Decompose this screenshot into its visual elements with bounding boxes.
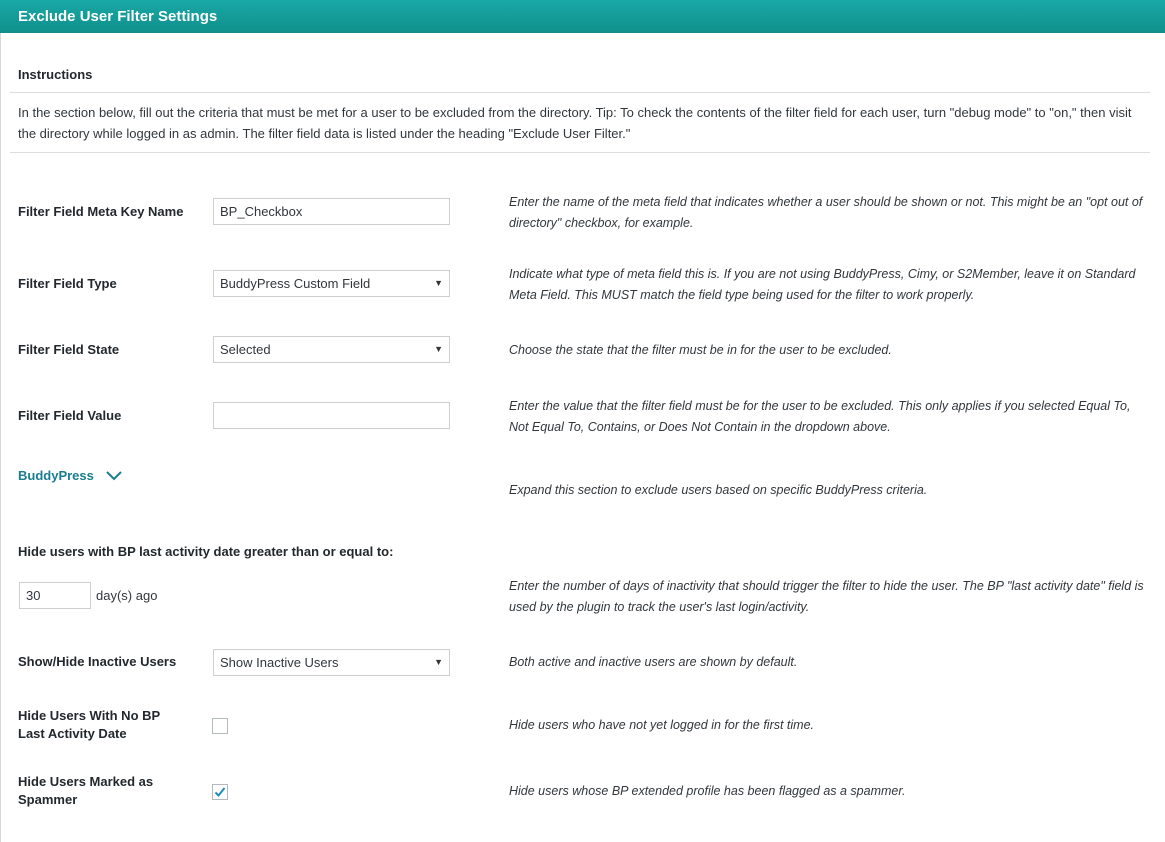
- last-activity-days-suffix: day(s) ago: [96, 588, 158, 603]
- inactive-users-selected: Show Inactive Users: [220, 655, 339, 670]
- spammer-label: Hide Users Marked as Spammer: [18, 774, 154, 807]
- field-type-label: Filter Field Type: [18, 276, 117, 291]
- dropdown-arrow-icon: ▼: [434, 278, 443, 288]
- checkmark-icon: [214, 786, 226, 798]
- field-value-input[interactable]: [213, 402, 450, 429]
- settings-header: [0, 0, 1165, 33]
- buddypress-description: Expand this section to exclude users based on specific BuddyPress criteria.: [509, 483, 928, 497]
- field-type-description: Indicate what type of meta field this is. If you are not using BuddyPress, Cimy, or S2Member, leave it on Standard Meta Field. This MUST match the field type being used for the filter to work properly.: [509, 267, 1136, 302]
- chevron-down-icon: [106, 471, 122, 481]
- field-state-description: Choose the state that the filter must be in for the user to be excluded.: [509, 343, 892, 357]
- instructions-text: In the section below, fill out the criteria that must be met for a user to be excluded from the directory. Tip: To check the contents of the filter field for each user, turn "debug mode" to "on," then visit the directory while logged in as admin. The filter field data is listed under the heading "Exclude User Filter.": [18, 105, 1132, 141]
- last-activity-description: Enter the number of days of inactivity that should trigger the filter to hide the user. The BP "last activity date" field is used by the plugin to track the user's last login/activity.: [509, 579, 1144, 614]
- dropdown-arrow-icon: ▼: [434, 657, 443, 667]
- field-type-selected: BuddyPress Custom Field: [220, 276, 371, 291]
- field-state-select[interactable]: [213, 336, 450, 363]
- divider: [10, 92, 1150, 93]
- field-state-selected: Selected: [220, 342, 271, 357]
- last-activity-heading: Hide users with BP last activity date greater than or equal to:: [18, 544, 394, 559]
- meta-key-label: Filter Field Meta Key Name: [18, 204, 184, 219]
- buddypress-toggle-label: BuddyPress: [18, 468, 94, 483]
- no-activity-checkbox[interactable]: [212, 718, 228, 734]
- inactive-users-select[interactable]: [213, 649, 450, 676]
- no-activity-description: Hide users who have not yet logged in for the first time.: [509, 718, 815, 732]
- instructions-title: Instructions: [18, 67, 93, 82]
- field-state-label: Filter Field State: [18, 342, 120, 357]
- inactive-users-description: Both active and inactive users are shown by default.: [509, 655, 798, 669]
- meta-key-description: Enter the name of the meta field that indicates whether a user should be shown or not. This might be an "opt out of directory" checkbox, for example.: [509, 195, 1143, 230]
- inactive-users-label: Show/Hide Inactive Users: [18, 654, 177, 669]
- field-value-label: Filter Field Value: [18, 408, 122, 423]
- spammer-description: Hide users whose BP extended profile has been flagged as a spammer.: [509, 784, 906, 798]
- spammer-checkbox[interactable]: [212, 784, 228, 800]
- settings-title: Exclude User Filter Settings: [18, 8, 218, 25]
- divider: [10, 152, 1150, 153]
- last-activity-days-input[interactable]: [19, 582, 91, 609]
- field-value-description: Enter the value that the filter field must be for the user to be excluded. This only applies if you selected Equal To, Not Equal To, Contains, or Does Not Contain in the dropdown above.: [509, 399, 1131, 434]
- field-type-select[interactable]: [213, 270, 450, 297]
- dropdown-arrow-icon: ▼: [434, 344, 443, 354]
- meta-key-input[interactable]: [213, 198, 450, 225]
- buddypress-toggle[interactable]: [18, 467, 122, 485]
- no-activity-label: Hide Users With No BP Last Activity Date: [18, 708, 160, 741]
